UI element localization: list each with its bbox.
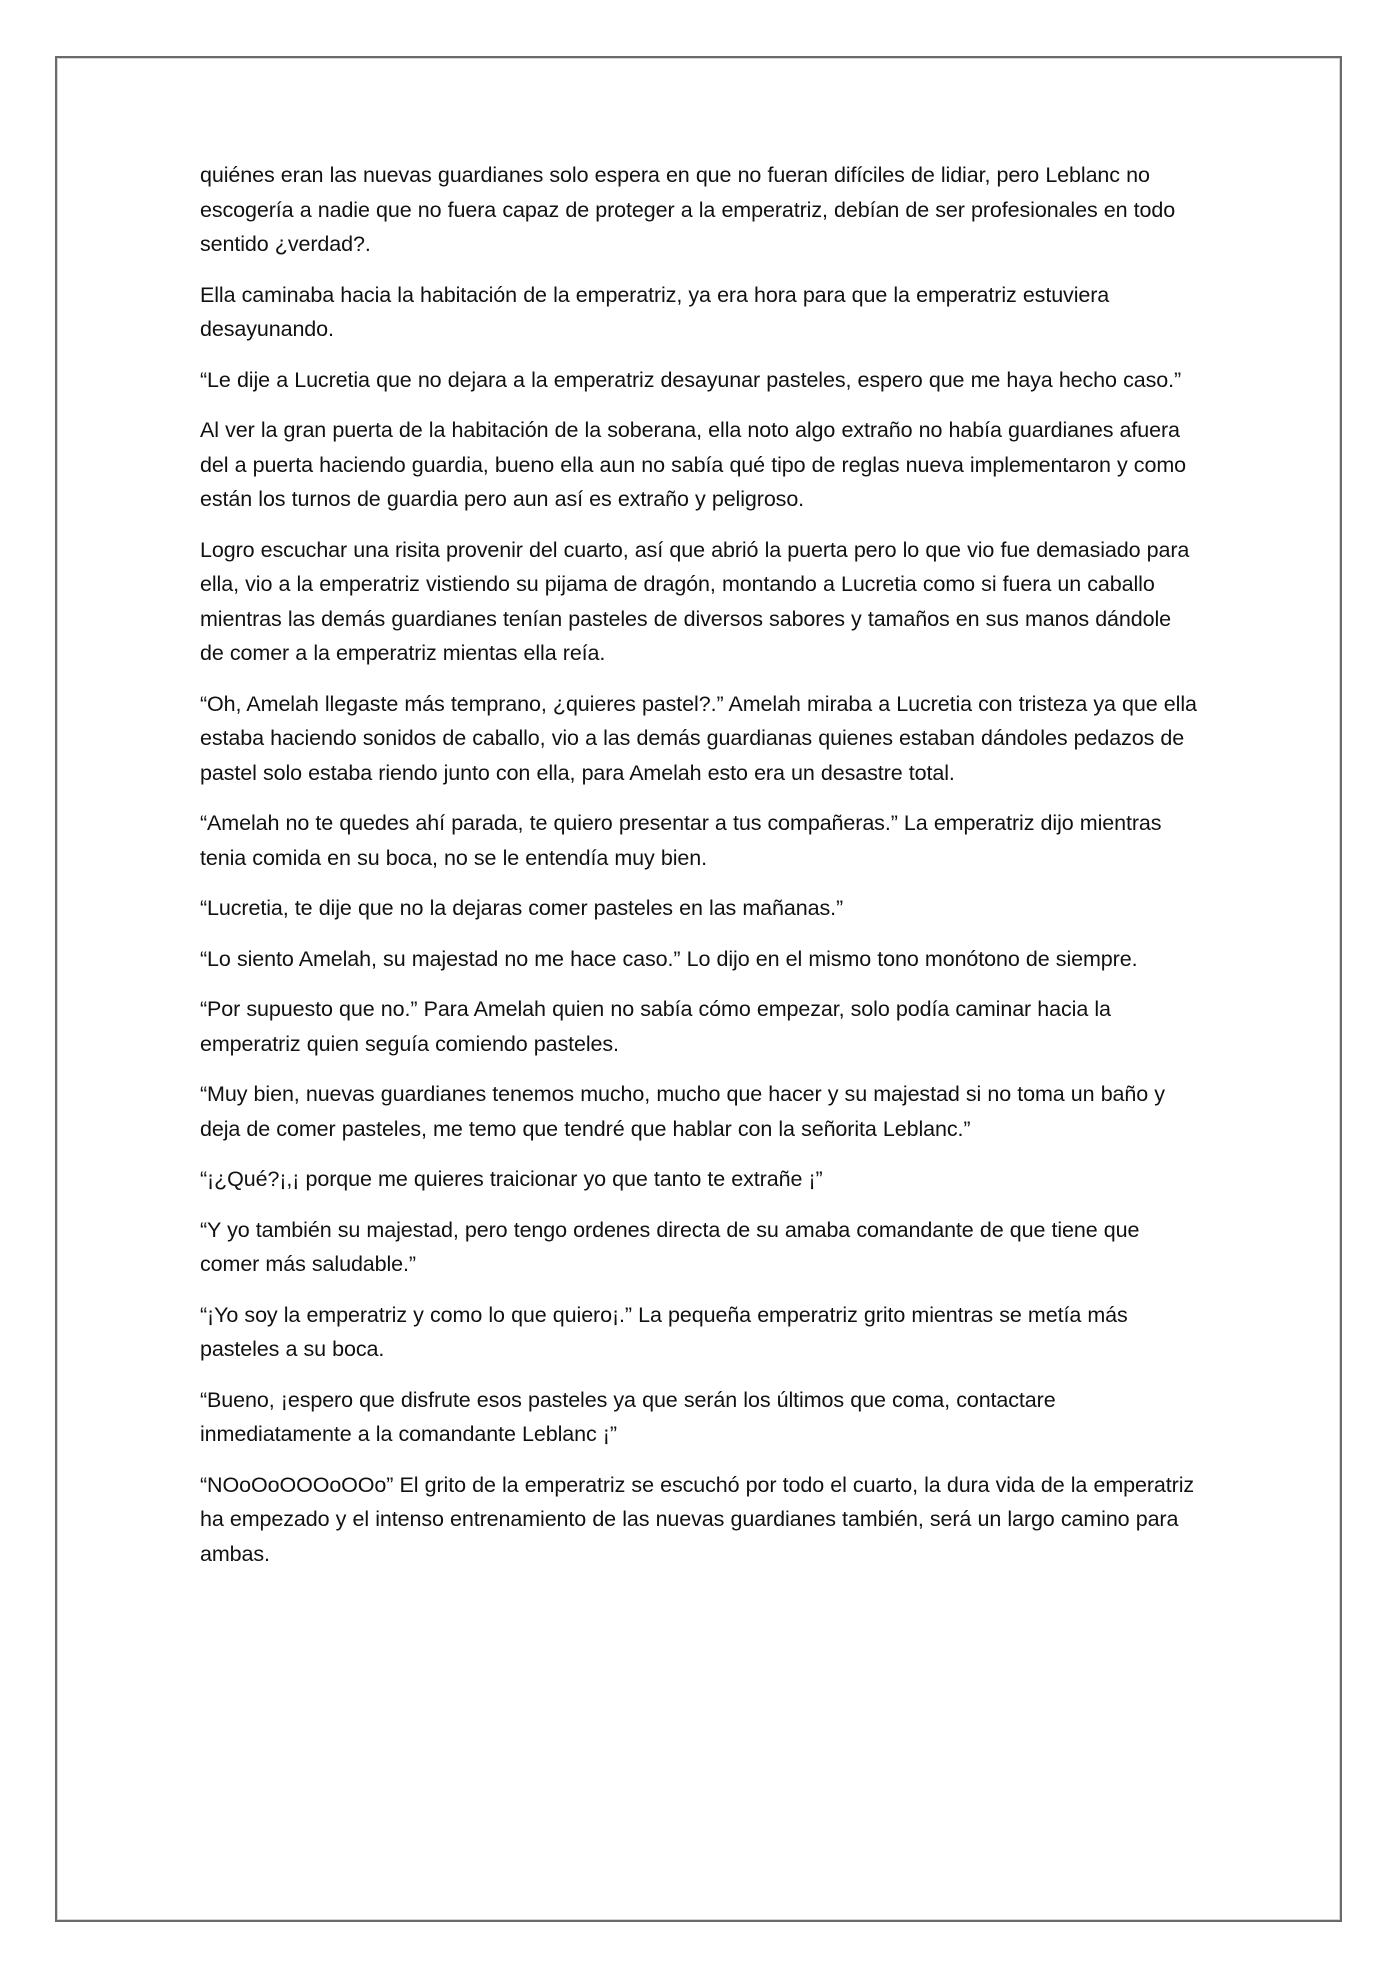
paragraph-2: Ella caminaba hacia la habitación de la emperatriz, ya era hora para que la emperatriz estuviera desayunando. — [200, 282, 1110, 341]
paragraph-3: “Le dije a Lucretia que no dejara a la emperatriz desayunar pasteles, espero que me haya hecho caso.” — [200, 367, 1182, 392]
paragraph-9: “Lo siento Amelah, su majestad no me hace caso.” Lo dijo en el mismo tono monótono de siempre. — [200, 946, 1138, 971]
paragraph-4: Al ver la gran puerta de la habitación de la soberana, ella noto algo extraño no había guardianes afuera del a puerta haciendo guardia, bueno ella aun no sabía qué tipo de reglas nueva implementaron y como están los turnos de guardia pero aun así es extraño y peligroso. — [200, 418, 1186, 511]
paragraph-8: “Lucretia, te dije que no la dejaras comer pasteles en las mañanas.” — [200, 896, 844, 920]
paragraph-16: “NOoOoOOOoOOo” El grito de la emperatriz se escuchó por todo el cuarto, la dura vida de la emperatriz ha empezado y el intenso entrenamiento de las nuevas guardianes también, será un largo camino para ambas. — [200, 1472, 1195, 1566]
paragraph-12: “¡¿Qué?¡,¡ porque me quieres traicionar yo que tanto te extrañe ¡” — [200, 1167, 823, 1191]
paragraph-11: “Muy bien, nuevas guardianes tenemos mucho, mucho que hacer y su majestad si no toma un baño y deja de comer pasteles, me temo que tendré que hablar con la señorita Leblanc.” — [200, 1082, 1165, 1141]
paragraph-15: “Bueno, ¡espero que disfrute esos pasteles ya que serán los últimos que coma, contactare inmediatamente a la comandante Leblanc ¡” — [200, 1387, 1056, 1446]
paragraph-6: “Oh, Amelah llegaste más temprano, ¿quieres pastel?.” Amelah miraba a Lucretia con tristeza ya que ella estaba haciendo sonidos de caballo, vio a las demás guardianas quienes estaban dándoles pedazos de pastel solo estaba riendo junto con ella, para Amelah esto era un desastre total. — [200, 691, 1197, 785]
paragraph-14: “¡Yo soy la emperatriz y como lo que quiero¡.” La pequeña emperatriz grito mientras se metía más pasteles a su boca. — [200, 1302, 1128, 1361]
paragraph-1: quiénes eran las nuevas guardianes solo espera en que no fueran difíciles de lidiar, pero Leblanc no escogería a nadie que no fuera capaz de proteger a la emperatriz, debían de ser profesionales en todo sentido ¿verdad?. — [200, 163, 1176, 256]
paragraph-7: “Amelah no te quedes ahí parada, te quiero presentar a tus compañeras.” La emperatriz dijo mientras tenia comida en su boca, no se le entendía muy bien. — [200, 811, 1162, 870]
paragraph-13: “Y yo también su majestad, pero tengo ordenes directa de su amaba comandante de que tiene que comer más saludable.” — [200, 1217, 1140, 1276]
paragraph-5: Logro escuchar una risita provenir del cuarto, así que abrió la puerta pero lo que vio fue demasiado para ella, vio a la emperatriz vistiendo su pijama de dragón, montando a Lucretia como si fuera un caballo mientras las demás guardianes tenían pasteles de diversos sabores y tamaños en sus manos dándole de comer a la emperatriz mientas ella reía. — [200, 537, 1190, 665]
paragraph-10: “Por supuesto que no.” Para Amelah quien no sabía cómo empezar, solo podía caminar hacia la emperatriz quien seguía comiendo pasteles. — [200, 997, 1111, 1056]
document-body — [200, 158, 1200, 1587]
